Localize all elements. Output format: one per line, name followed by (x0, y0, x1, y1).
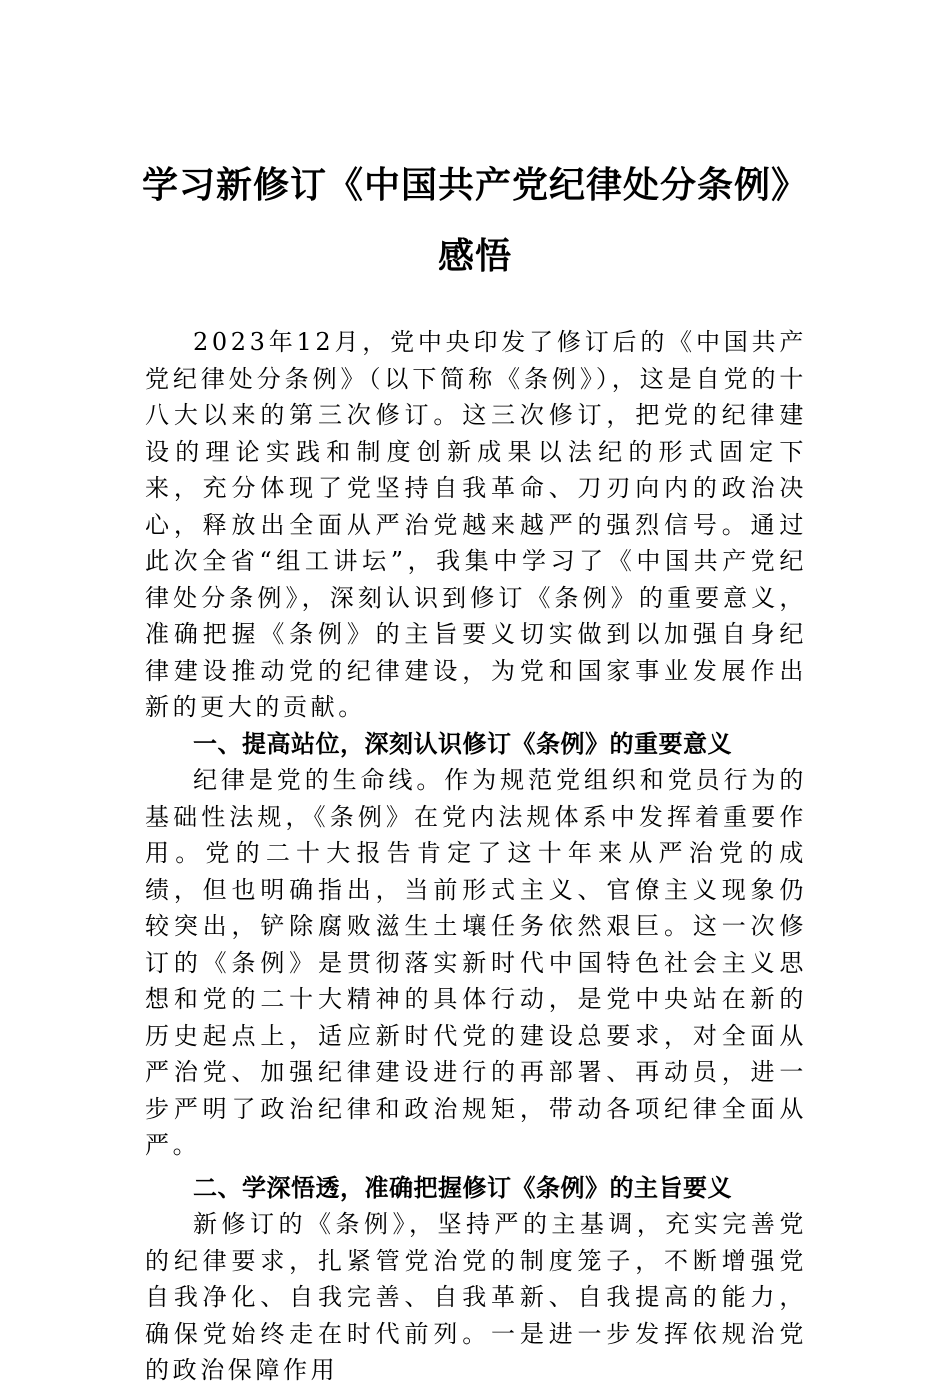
section-2-paragraph: 新修订的《条例》，坚持严的主基调，充实完善党的纪律要求，扎紧管党治党的制度笼子，不断增强党自我净化、自我完善、自我革新、自我提高的能力，确保党始终走在时代前列。一是进一步发挥依规治党的政治保障作用 (145, 1210, 807, 1384)
section-2-heading: 二、学深悟透，准确把握修订《条例》的主旨要义 (193, 1173, 732, 1202)
document-title-line-1: 学习新修订《中国共产党纪律处分条例》 (141, 164, 808, 206)
intro-paragraph: 2023年12月，党中央印发了修订后的《中国共产党纪律处分条例》（以下简称《条例》），这是自党的十八大以来的第三次修订。这三次修订，把党的纪律建设的理论实践和制度创新成果以法纪的形式固定下来，充分体现了党坚持自我革命、刀刃向内的政治决心，释放出全面从严治党越来越严的强烈信号。通过此次全省“组工讲坛”，我集中学习了《中国共产党纪律处分条例》，深刻认识到修订《条例》的重要意义，准确把握《条例》的主旨要义切实做到以加强自身纪律建设推动党的纪律建设，为党和国家事业发展作出新的更大的贡献。 (145, 328, 807, 721)
section-1-heading: 一、提高站位，深刻认识修订《条例》的重要意义 (193, 729, 732, 758)
document-title-line-2: 感悟 (437, 235, 512, 277)
document-body (145, 324, 807, 1389)
section-1-paragraph: 纪律是党的生命线。作为规范党组织和党员行为的基础性法规，《条例》在党内法规体系中发挥着重要作用。党的二十大报告肯定了这十年来从严治党的成绩，但也明确指出，当前形式主义、官僚主义现象仍较突出，铲除腐败滋生土壤任务依然艰巨。这一次修订的《条例》是贯彻落实新时代中国特色社会主义思想和党的二十大精神的具体行动，是党中央站在新的历史起点上，适应新时代党的建设总要求，对全面从严治党、加强纪律建设进行的再部署、再动员，进一步严明了政治纪律和政治规矩，带动各项纪律全面从严。 (145, 766, 807, 1159)
